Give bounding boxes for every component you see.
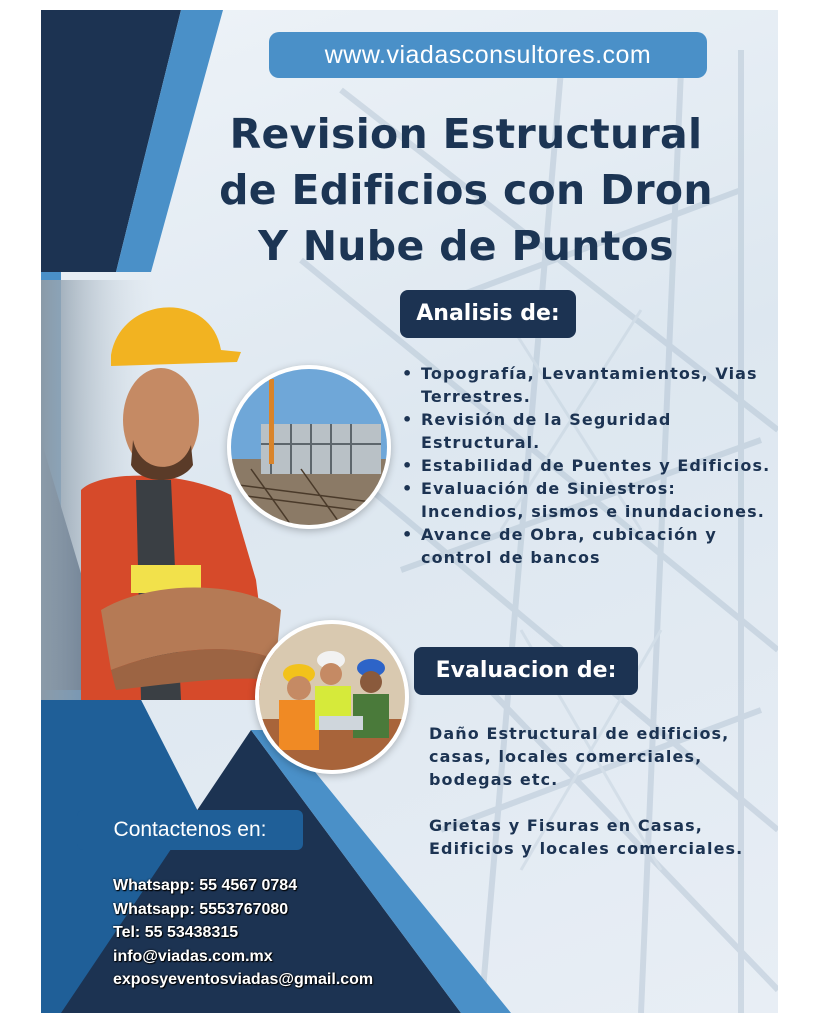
page-title: [161, 106, 771, 274]
analisis-list: [397, 362, 775, 569]
contact-list: [113, 874, 433, 992]
analisis-heading: Analisis de:: [400, 290, 576, 338]
website-url-banner[interactable]: www.viadasconsultores.com: [269, 32, 707, 78]
phone-number[interactable]: Tel: 55 53438315: [113, 924, 239, 941]
evaluacion-paragraph-1: Daño Estructural de edificios, casas, locales comerciales, bodegas etc.: [429, 724, 730, 789]
contact-heading: Contactenos en:: [77, 810, 303, 850]
list-item: • Revisión de la Seguridad Estructural.: [397, 408, 775, 454]
construction-site-photo: [227, 365, 391, 529]
evaluacion-heading: Evaluacion de:: [414, 647, 638, 695]
engineers-team-photo: [255, 620, 409, 774]
list-item: • Topografía, Levantamientos, Vias Terrestres.: [397, 362, 775, 408]
list-item: • Estabilidad de Puentes y Edificios.: [397, 454, 775, 477]
title-line-3: Y Nube de Puntos: [258, 222, 674, 270]
whatsapp-number-2[interactable]: Whatsapp: 5553767080: [113, 900, 289, 918]
whatsapp-number-1[interactable]: Whatsapp: 55 4567 0784: [113, 877, 298, 894]
poster: [41, 10, 778, 1013]
email-eventos[interactable]: exposyeventosviadas@gmail.com: [113, 971, 374, 988]
email-info[interactable]: info@viadas.com.mx: [113, 947, 273, 965]
title-line-2: de Edificios con Dron: [219, 166, 713, 214]
list-item: • Avance de Obra, cubicación y control de bancos: [397, 523, 775, 569]
title-line-1: Revision Estructural: [229, 110, 703, 158]
list-item: • Evaluación de Siniestros: Incendios, sismos e inundaciones.: [397, 477, 775, 523]
evaluacion-paragraph-2: Grietas y Fisuras en Casas, Edificios y locales comerciales.: [429, 816, 744, 858]
